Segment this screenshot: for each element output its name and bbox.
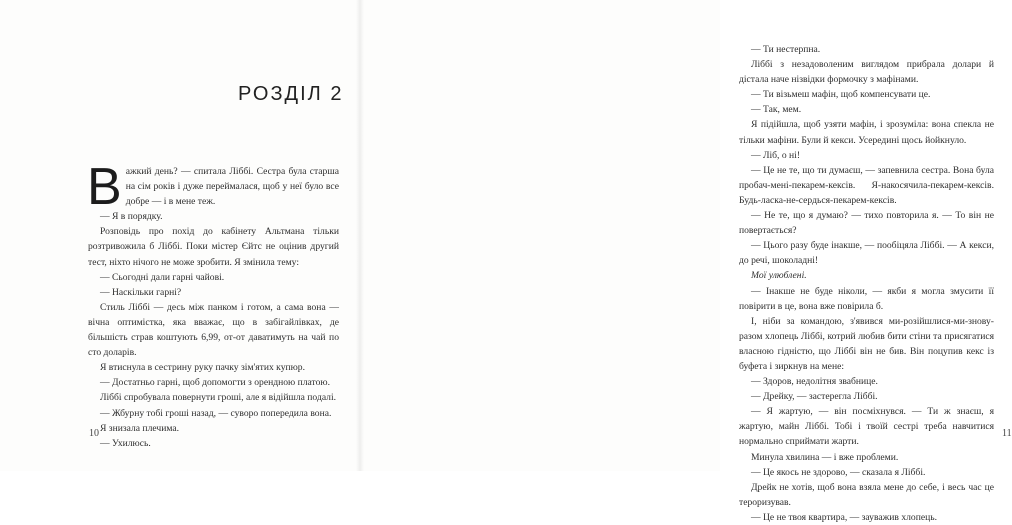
- drop-cap: В: [87, 158, 122, 216]
- paragraph: — Сьогодні дали гарні чайові.: [100, 271, 225, 283]
- right-page-text: [739, 42, 994, 525]
- paragraph: — Ліб, о ні!: [751, 149, 801, 161]
- paragraph: — Інакше не буде ніколи, — якби я могла змусити її повірити в це, вона вже повірила б.: [739, 285, 994, 312]
- paragraph: Ліббі з незадоволеним виглядом прибрала долари й дістала наче нізвідки формочку з мафінами.: [739, 59, 994, 86]
- paragraph: Стиль Ліббі — десь між панком і готом, а сама вона — вічна оптимістка, яка вважає, що в забігайлівках, де більшість страв коштують 6,99, от-от даватимуть на чай по сто доларів.: [88, 301, 339, 359]
- paragraph: Я втиснула в сестрину руку пачку зім'ятих купюр.: [100, 362, 306, 374]
- paragraph: Я знизала плечима.: [100, 422, 179, 434]
- paragraph: — Я жартую, — він посміхнувся. — Ти ж знаєш, я жартую, майн Ліббі. Тобі і твоїй сестрі треба навчитися нормально сприймати жарти.: [739, 406, 994, 448]
- paragraph: — Це не твоя квартира, — зауважив хлопець.: [751, 511, 938, 523]
- italic-text: Мої улюблені.: [751, 270, 807, 282]
- paragraph: — Наскільки гарні?: [100, 286, 182, 298]
- paragraph: — Це якось не здорово, — сказала я Ліббі.: [751, 466, 926, 478]
- opening-paragraph-text: ажкий день? — спитала Ліббі. Сестра була старша на сім років і дуже переймалася, щоб у неї було все добре — і в мене теж.: [125, 166, 339, 208]
- paragraph: — Цього разу буде інакше, — пообіцяла Ліббі. — А кекси, до речі, шоколадні!: [739, 240, 994, 267]
- paragraph: Я підійшла, щоб узяти мафін, і зрозуміла: вона спекла не тільки мафіни. Були й кекси. Усередині щось йойкнуло.: [739, 119, 994, 146]
- right-page: [362, 0, 1012, 523]
- left-page-text: [87, 158, 339, 451]
- chapter-title: РОЗДІЛ 2: [238, 83, 344, 105]
- paragraph: — Це не те, що ти думаєш, — запевнила сестра. Вона була пробач-мені-пекарем-кексів. Я-накосячила-пекарем-кексів. Будь-ласка-не-сердься-пекарем-кексів.: [739, 164, 994, 206]
- paragraph: — Жбурну тобі гроші назад, — суворо попередила вона.: [100, 407, 332, 419]
- paragraph: — Ухилюсь.: [100, 437, 151, 449]
- paragraph: Минула хвилина — і вже проблеми.: [751, 451, 899, 463]
- paragraph: — Так, мем.: [751, 104, 802, 116]
- paragraph: — Дрейку, — застерегла Ліббі.: [751, 391, 878, 403]
- paragraph: — Не те, що я думаю? — тихо повторила я. — То він не повертається?: [739, 210, 994, 237]
- opening-paragraph: [87, 158, 339, 216]
- page-number-right: 11: [1002, 428, 1012, 439]
- paragraph: [739, 268, 994, 283]
- paragraph: Розповідь про похід до кабінету Альтмана тільки розтривожила б Ліббі. Поки містер Єйтс не оцінив другий тест, ніхто нічого не може зробити. Я змінила тему:: [88, 226, 339, 268]
- paragraph: — Ти нестерпна.: [751, 44, 821, 55]
- paragraph: — Ти візьмеш мафін, щоб компенсувати це.: [751, 89, 931, 101]
- paragraph: — Здоров, недолітня звабнице.: [751, 376, 878, 388]
- left-page: [0, 0, 358, 471]
- page-number-left: 10: [89, 428, 99, 439]
- paragraph: Ліббі спробувала повернути гроші, але я відійшла подалі.: [100, 392, 337, 404]
- paragraph: Дрейк не хотів, щоб вона взяла мене до себе, і весь час це тероризував.: [739, 481, 994, 508]
- paragraph: — Достатньо гарні, щоб допомогти з орендною платою.: [100, 377, 330, 389]
- paragraph: — Я в порядку.: [100, 211, 163, 223]
- paragraph: І, ніби за командою, з'явився ми-розійшлися-ми-знову-разом хлопець Ліббі, котрий любив бити стіни та присягатися власною гідністю, що Ліббі він не бив. Він поцупив кекс із буфета і зиркнув на мене:: [739, 315, 994, 372]
